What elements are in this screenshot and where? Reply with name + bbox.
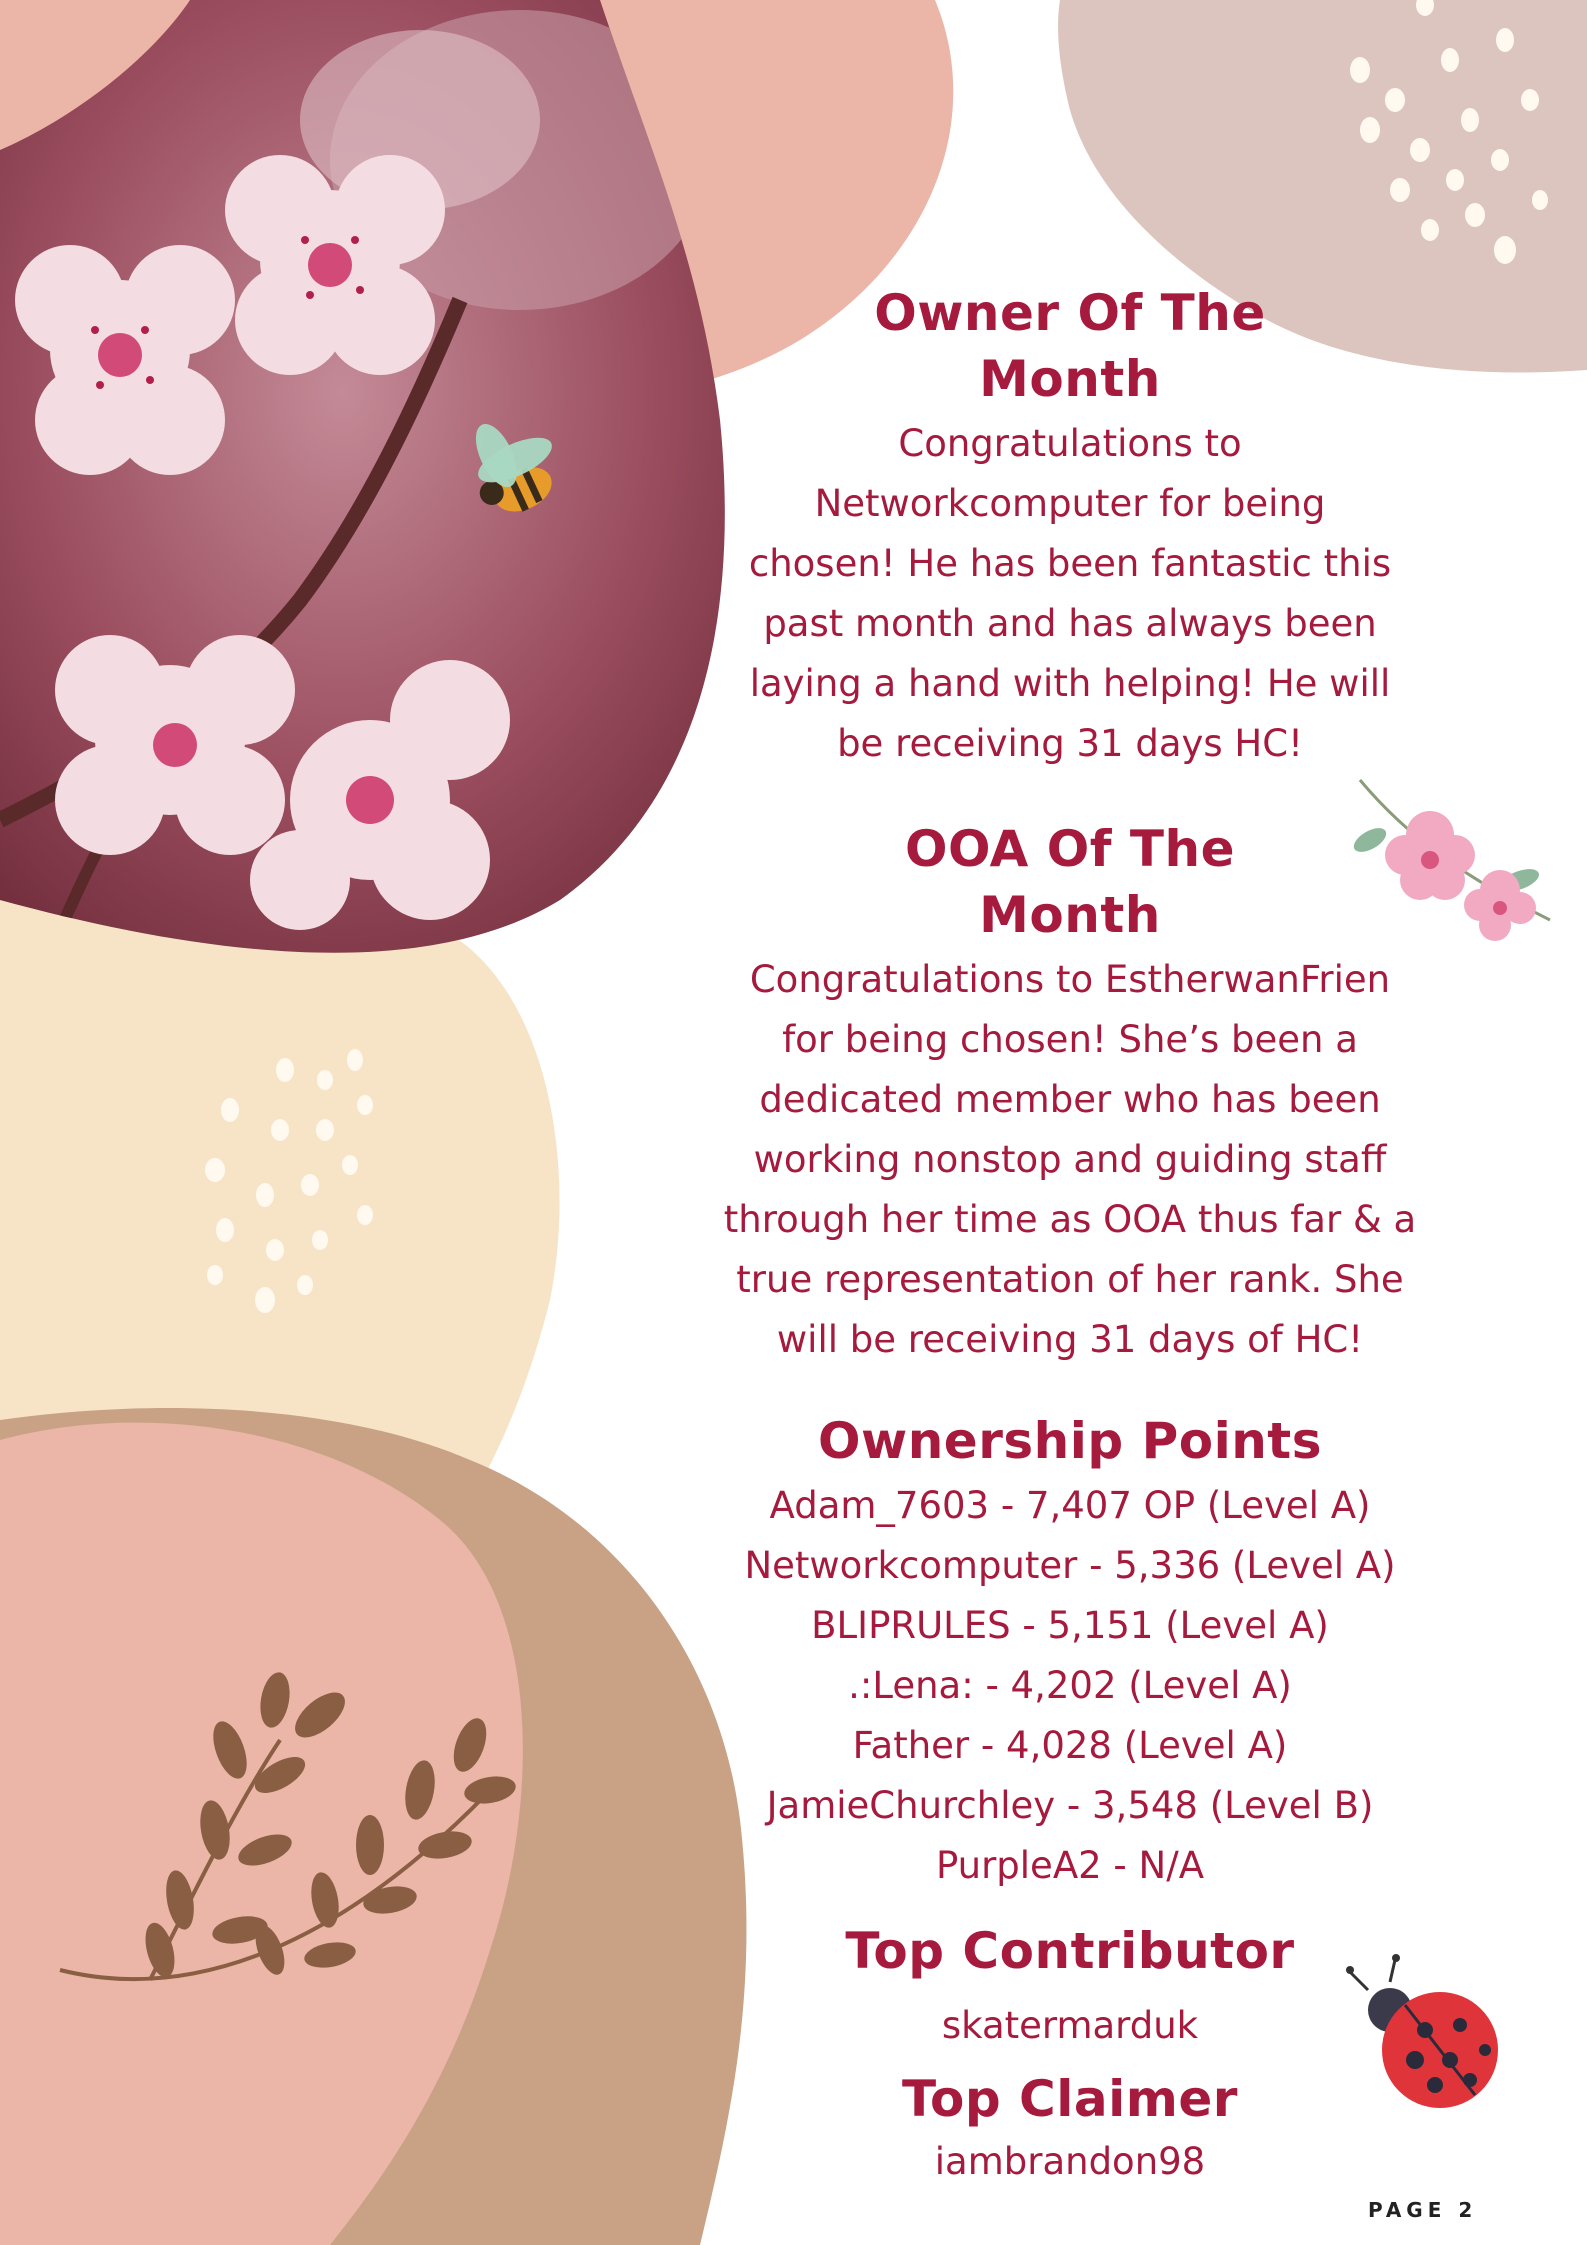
owner-of-month-section	[700, 280, 1440, 774]
top-claimer-title: Top Claimer	[902, 2070, 1238, 2128]
points-entry: .:Lena: - 4,202 (Level A)	[848, 1664, 1292, 1707]
ownership-points-list	[700, 1476, 1440, 1896]
top-contributor-title: Top Contributor	[845, 1922, 1295, 1980]
top-contributor-section	[700, 1918, 1440, 2056]
page-number: PAGE 2	[1368, 2198, 1478, 2222]
top-claimer-name: iambrandon98	[934, 2140, 1206, 2183]
ownership-points-title: Ownership Points	[818, 1412, 1322, 1470]
points-entry: PurpleA2 - N/A	[935, 1844, 1205, 1887]
points-entry: JamieChurchley - 3,548 (Level B)	[766, 1784, 1374, 1827]
points-entry: Networkcomputer - 5,336 (Level A)	[744, 1544, 1396, 1587]
ownership-points-section	[700, 1408, 1440, 1896]
top-claimer-section	[700, 2066, 1440, 2192]
points-entry: Father - 4,028 (Level A)	[852, 1724, 1288, 1767]
ooa-of-month-title: OOA Of The Month	[904, 820, 1236, 944]
owner-of-month-title: Owner Of The Month	[874, 284, 1266, 408]
cherry-blossom-photo	[0, 0, 760, 980]
owner-of-month-text: Congratulations to Networkcomputer for being chosen! He has been fantastic this past month and has always been laying a hand with helping! He will be receiving 31 days HC!	[748, 422, 1392, 765]
points-entry: Adam_7603 - 7,407 OP (Level A)	[769, 1484, 1371, 1527]
ooa-of-month-text: Congratulations to EstherwanFrien for being chosen! She’s been a dedicated member who has been working nonstop and guiding staff through her time as OOA thus far & a true representation of her rank. She will be receiving 31 days of HC!	[723, 958, 1417, 1361]
points-entry: BLIPRULES - 5,151 (Level A)	[811, 1604, 1329, 1647]
content-column	[700, 280, 1440, 2192]
ooa-of-month-section	[700, 816, 1440, 1370]
top-contributor-name: skatermarduk	[941, 2004, 1199, 2047]
